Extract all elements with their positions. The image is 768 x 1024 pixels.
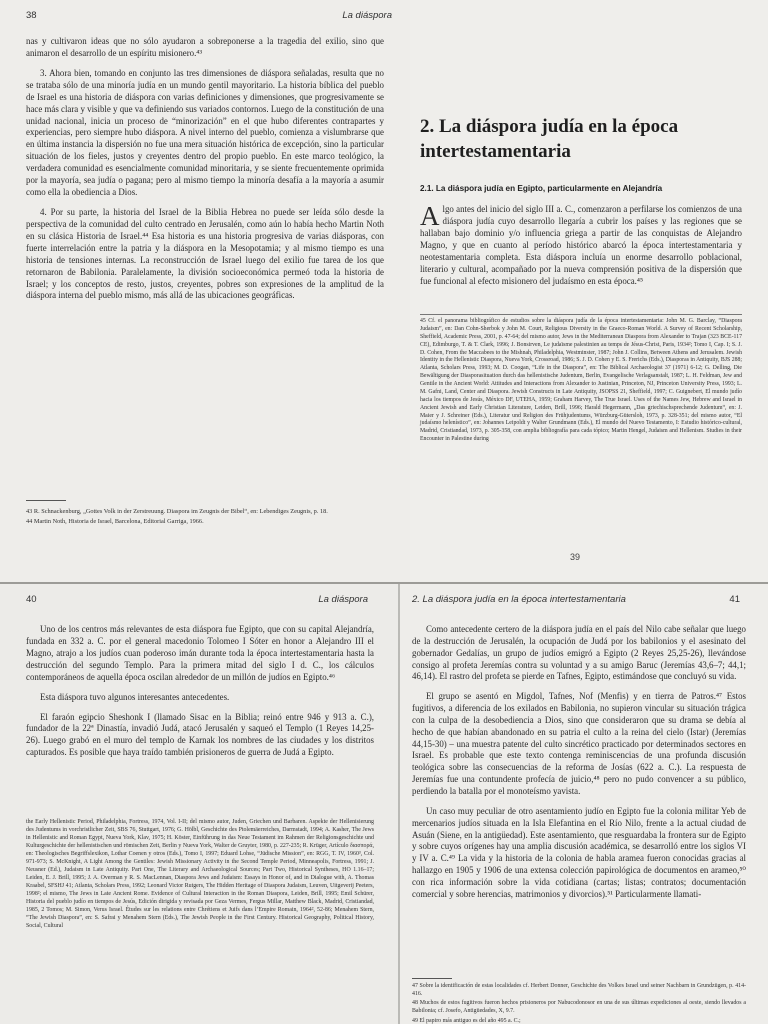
body-text	[420, 201, 742, 287]
running-head: 2. La diáspora judía en la época intertestamentaria	[412, 594, 626, 605]
paragraph: El grupo se asentó en Migdol, Tafnes, Nof (Menfis) y en tierra de Patros.⁴⁷ Estos fugitivos, a diferencia de los exilados en Babilonia, no supieron vincular su situación trágica con la culpa de la desobediencia a Dios, sino que consideraron que su drama se debía al hecho de que habían abandonado en su patria el culto a la reina del cielo (Istar) (Jeremías 44,15-30) – una muestra patente del culto sincrético practicado por determinados sectores en Israel. Es probable que este texto contenga reminiscencias de una profunda discusión teológica sobre las consecuencias de la reforma de Josías (622 a. C.). La respuesta de Jeremías fue una contundente profecía de juicio,⁴⁸ pero no pudo convencer a su público, perdiendo la batalla por el monoteísmo yavista.	[412, 691, 746, 796]
footnotes	[26, 508, 384, 527]
paragraph: nas y cultivaron ideas que no sólo ayudaron a sobreponerse a la tragedia del exilio, sino que animaron el desarrollo de un espíritu misionero.⁴³	[26, 36, 384, 58]
paragraph: El faraón egipcio Sheshonk I (llamado Sisac en la Biblia; reinó entre 946 y 913 a. C.), fundador de la 22ª Dinastía, invadió Judá, atacó Jerusalén y saqueó el Templo (1 Reyes 14,25-26). Luego grabó en el muro del templo de Karnak los nombres de las ciudades y los distritos capturados. Es posible que haya traído también prisioneros de guerra de Judá a Egipto.	[26, 711, 374, 758]
footnote: 49 El papiro más antiguo es del año 495 a. C.;	[412, 1017, 521, 1024]
paragraph: Esta diáspora tuvo algunos interesantes antecedentes.	[40, 691, 230, 702]
chapter-title: 2. La diáspora judía en la época intertestamentaria	[420, 116, 679, 163]
footnote-rule	[412, 978, 452, 979]
running-head: La diáspora	[318, 594, 368, 605]
page-40	[0, 584, 398, 1024]
page-41	[400, 584, 768, 1024]
running-head: La diáspora	[342, 10, 392, 21]
page-number: 39	[570, 552, 581, 562]
section-title: 2.1. La diáspora judía en Egipto, particularmente en Alejandría	[420, 184, 663, 193]
paragraph: 3. Ahora bien, tomando en conjunto las tres dimensiones de diáspora señaladas, resulta que no se trataba sólo de una minoría judía en un mundo gentil mayoritario. La historia bíblica del pueblo de Israel es una historia de diáspora con varias definiciones y dimensiones, que progresivamente se hace más clara y visible y que va definiendo sus variados contornos. Luego de la constitución de una unidad nacional, inicia un proceso de “minorización” en el que hubo diferentes contrapartes y experiencias, pero siempre hubo diáspora. A nivel interno del pueblo, comienza a vislumbrarse que en última instancia la dispersión no fue una mera situación histórica de excepción, sino la particular situación de los fieles, justos y creyentes dentro del propio pueblo. En este marco teológico, la verdadera comunidad es esencialmente comunidad minoritaria, y se siente frecuentemente oprimida por la mayoría, sea judía o pagana; pero al mismo tiempo la minoría desafía a la mayoría a asumir como ella la obediencia a Dios.	[26, 67, 384, 198]
footnotes	[26, 818, 374, 931]
footnote-rule	[26, 500, 66, 501]
paragraph	[420, 201, 742, 287]
paragraph: 4. Por su parte, la historia del Israel de la Biblia Hebrea no puede ser leída sólo desde la perspectiva de la comunidad del culto centrado en Jerusalén, como aún lo había hecho Martin Noth en su clásica Historia de Israel.⁴⁴ Esa historia es una historia progresiva de varias diásporas, con fuerte interrelación entre la patria y la diáspora en la Mesopotamia; y al mismo tiempo es una historia de tensiones internas. La reconstrucción de Israel luego del exilio fue tarea de los que retornaron de Babilonia. Paralelamente, la división socioeconómica permeó toda la historia de Israel; y los conceptos de resto, justos, creyentes, pobres son expresiones de la amplitud de la diáspora interna del pueblo mismo, más allá de las ubicaciones geográficas.	[26, 206, 384, 301]
footnote: 45 Cf. el panorama bibliográfico de estudios sobre la diáspora judía de la época intertestamentaria: John M. G. Barclay, “Diaspora Judaism”, en: Dan Cohn-Sherbok y John M. Court, Religious Diversity in the Graeco-Roman World. A Survey of Recent Scholarship, Sheffield, Academic Press, 2001, p. 47-64; del mismo autor, Jews in the Mediterranean Diaspora from Alexander to Trajan (323 BCE-117 CE), Edimburgo, T. & T. Clark, 1996; J. Bonsirven, Le judaïsme palestinien au temps de Jésus-Christ, Paris, 1934²; Tomo I, Cap. I; S. J. D. Cohen, From the Maccabees to the Mishnah, Philadelphia, Westminster, 1987; John J. Collins, Between Athens and Jerusalem. Jewish Identity in the Hellenistic Diaspora, Nueva York, Crossroad, 1986; S. J. D. Cohen y E. S. Frerichs (Eds.), Diasporas in Antiquity, BJS 288; Atlanta, Scholars Press, 1993; M. D. Coogan, “Life in the Diaspora”, en: The Biblical Archaeologist 37 (1971) 6-12; G. Delling, Die Bewältigung der Diasporasituation durch das hellenistische Judentum, Berlin, Evangelische Verlagsanstalt, 1987; L. H. Feldman, Jew and Gentile in the Ancient World: Attitudes and Interactions from Alexander to Justinian, Princeton, NJ, Princeton University Press, 1993; L. M. Gafni, Land, Center and Diaspora. Jewish Constructs in Late Antiquity, JSOPSS 21, Sheffield, 1997; C. Guignebert, El mundo judío hacia los tiempos de Jesús, México DF, UTEHA, 1959; Graham Harvey, The True Israel. Uses of the Names Jew, Hebrew and Israel in Ancient Jewish and Early Christian Literature, Leiden, Brill, 1996; Harald Hegermann, „Das griechischsprechende Judentum“, en: J. Maier y J. Schreiner (Eds.), Literatur und Religion des Frühjudentums, Würzburg-Gütersloh, 1973, p. 328-351; del mismo autor, “El judaísmo helenístico”, en: Johannes Leipoldt y Walter Grundmann (Eds.), El mundo del Nuevo Testamento, I: Estudio histórico-cultural, Madrid, Cristiandad, 1973, p. 305-358, con amplia bibliografía para cada tópico; Martin Hengel, Judaism and Hellenism. Studies in their Encounter in Palestine during	[420, 318, 742, 443]
footnote: 44 Martin Noth, Historia de Israel, Barcelona, Editorial Garriga, 1966.	[26, 517, 204, 525]
footnotes	[412, 982, 746, 1024]
page-39	[410, 0, 768, 582]
page-number: 40	[26, 594, 37, 605]
drop-cap: A	[420, 201, 440, 231]
body-text	[26, 36, 384, 302]
footnote: 43 R. Schnackenburg, „Gottes Volk in der Zerstreuung. Diaspora im Zeugnis der Bibel“, en: Lebendiges Zeugnis, p. 18.	[26, 508, 328, 515]
paragraph-text: lgo antes del inicio del siglo III a. C., comenzaron a perfilarse los comienzos de una diáspora judía cuyo desarrollo llegaría a cubrir los países y las regiones que se hallaban bajo dominio y/o influencia griega a partir de las conquistas de Alejandro Magno, y que en cuanto al período histórico abarcó la época intertestamentaria y neotestamentaria completa. Esta diáspora incluía un enorme desarrollo poblacional, literario y cultural, acompañado por la nueva comprensión positiva de la dispersión que fue funcional al efecto misionero del judaísmo en esta época.⁴⁵	[420, 204, 742, 286]
page-38	[0, 0, 410, 582]
body-text	[412, 624, 746, 901]
footnote: 48 Muchos de estos fugitivos fueron hechos prisioneros por Nabucodonosor en una de sus últimas expediciones al oeste, siendo llevados a Babilonia; cf. Josefo, Antigüedades, X, 9.7.	[412, 1000, 746, 1015]
paragraph: Un caso muy peculiar de otro asentamiento judío en Egipto fue la colonia militar Yeb de mercenarios judíos situada en la Isla Elefantina en el Río Nilo, frente a la actual ciudad de Asuán (Siene, en la antigüedad). Este asentamiento, que resguardaba la frontera sur de Egipto y sobre cuyos orígenes hay una amplia discusión académica, se desarrolló entre los siglos VI y IV a. C.⁴⁹ La vida y la historia de la colonia de habla aramea fueron conocidas gracias al hallazgo en 1905 y 1906 de una extensa colección papirológica de documentos en arameo,⁵⁰ con rica información sobre la vida cotidiana (cartas; listas; contratos; documentación comercial y sobre herencias, matrimonios y divorcios).⁵¹ Particularmente llamati-	[412, 805, 746, 899]
paragraph: Uno de los centros más relevantes de esta diáspora fue Egipto, que con su capital Alejandría, fundada en 332 a. C. por el general macedonio Tolomeo I Sóter en honor a Alejandro III el Magno, atrajo a los judíos cuan poderoso imán durante toda la época intertestamentaria hasta la destrucción del segundo Templo. Para la primera mitad del siglo I d. C., los cálculos contemporáneos de aquella época oscilan alrededor de un millón de judíos en Egipto.⁴⁶	[26, 624, 374, 682]
footnote: 47 Sobre la identificación de estas localidades cf. Herbert Donner, Geschichte des Volkes Israel und seiner Nachbarn in Grundzügen, p. 414-416.	[412, 983, 746, 998]
footnotes	[420, 318, 742, 445]
body-text	[26, 624, 374, 759]
page-number: 38	[26, 10, 37, 21]
footnote-rule	[420, 314, 742, 315]
paragraph: Como antecedente certero de la diáspora judía en el país del Nilo cabe señalar que luego de la destrucción de Jerusalén, la ocupación de Judá por los babilonios y el asesinato del gobernador Gedalías, un grupo de judíos emigró a Egipto (2 Reyes 25,25-26), llevándose consigo al profeta Jeremías contra su voluntad y a su amigo Baruc (Jeremías 43,6–7; 44,1; 46,14). El rastro del profeta se pierde en Tafnes, Egipto, estimándose que concluyó su vida.	[412, 624, 746, 682]
page-number: 41	[729, 594, 740, 605]
footnote: the Early Hellenistic Period, Philadelphia, Fortress, 1974, Vol. I-II; del mismo autor, Juden, Griechen und Barbaren. Aspekte der Hellenisierung des Judentums in vorchristlicher Zeit, SBS 76, Stuttgart, 1976; G. Hölbl, Geschichte des Ptolemäerreiches, Darmstadt, 1994; A. Kasher, The Jews in Hellenistic and Roman Egypt, Nueva York, Klav, 1975; H. Köster, Einführung in das Neue Testament im Rahmen der Religionsgeschichte und Kulturgeschichte der hellenistischen und römischen Zeit, Berlin y Nueva York, Walter de Gruyter, 1980, p. 227-235; R. Krüger, Artículo διασπορά, en: Theologisches Begriffslexikon, Lothar Coenen y otros (Eds.), Tomo I, 1997; Eduard Lohse, “Jüdische Mission”, en: RGG, T. IV, 1960³, Col. 971-973; S. McKnight, A Light Among the Gentiles: Jewish Missionary Activity in the Second Temple Period, Minneapolis, Fortress, 1991; J. Neusner (Ed.), Judaism in Late Antiquity. Part One, The Literary and Archaeological Sources; Part Two, Historical Syntheses, HO 1.16–17; Leiden, E. J. Brill, 1995; J. A. Overman y R. S. MacLennan, Diaspora Jews and Judaism: Essays in Honor of, and in Dialogue with, A. Thomas Kraabel, SFSHJ 41; Atlanta, Scholars Press, 1992; Leonard Victor Rutgers, The Hidden Heritage of Diaspora Judaism, Leuven, Uitgeverij Peeters, 1998²; el mismo, The Jews in Late Ancient Rome. Evidence of Cultural Interaction in the Roman Diaspora, Leiden, Brill, 1995; Emil Schürer, Historia del pueblo judío en tiempos de Jesús, Edición dirigida y revisada por Geza Vermes, Fergus Millar, Matthew Black, Madrid, Cristiandad, 1985, 2 Tomos; M. Simon, Verus Israel. Études sur les relations entre Chrétiens et Juifs dans l’Empire Romain, 1964², 52-86; Menahem Stern, “The Jewish Diaspora”, en: S. Safrai y Menahem Stern (Eds.), The Jewish People in the First Century. Historical Geography, Political History, Social, Cultural	[26, 819, 374, 930]
